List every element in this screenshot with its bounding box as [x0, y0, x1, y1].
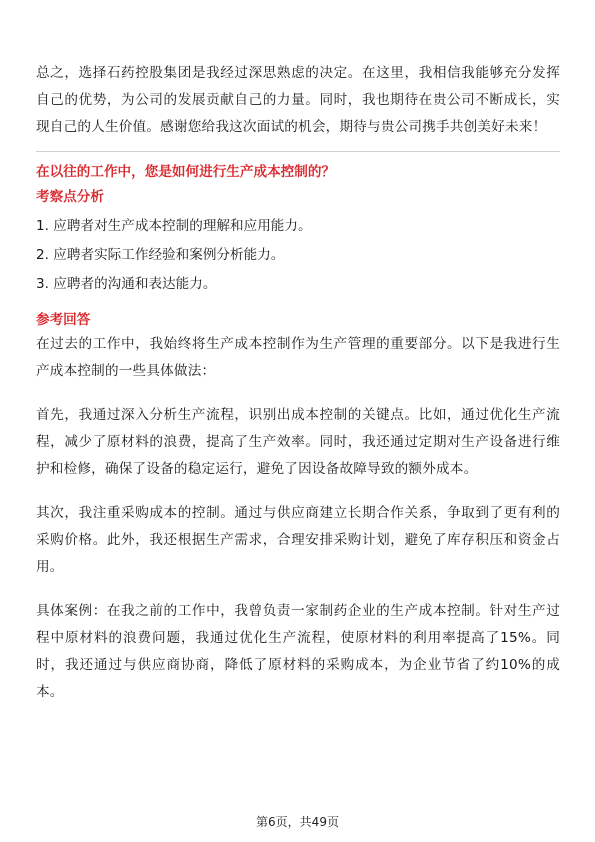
answer-paragraph: 在过去的工作中，我始终将生产成本控制作为生产管理的重要部分。以下是我进行生产成本控制的一些具体做法： — [36, 336, 560, 379]
analysis-points-list — [36, 212, 560, 299]
question-heading: 在以往的工作中，您是如何进行生产成本控制的？ — [36, 164, 336, 180]
paragraph-spacer — [36, 581, 560, 598]
answer-paragraph: 首先，我通过深入分析生产流程，识别出成本控制的关键点。比如，通过优化生产流程，减少了原材料的浪费，提高了生产效率。同时，我还通过定期对生产设备进行维护和检修，确保了设备的稳定运行，避免了因设备故障导致的额外成本。 — [36, 407, 560, 477]
analysis-title: 考察点分析 — [36, 189, 104, 205]
answer-title: 参考回答 — [36, 312, 91, 328]
section-divider — [36, 151, 560, 152]
analysis-point: 1. 应聘者对生产成本控制的理解和应用能力。 — [36, 218, 312, 234]
analysis-point: 3. 应聘者的沟通和表达能力。 — [36, 276, 217, 292]
paragraph-spacer — [36, 483, 560, 500]
intro-paragraph: 总之，选择石药控股集团是我经过深思熟虑的决定。在这里，我相信我能够充分发挥自己的优势，为公司的发展贡献自己的力量。同时，我也期待在贵公司不断成长，实现自己的人生价值。感谢您给我这次面试的机会，期待与贵公司携手共创美好未来！ — [36, 65, 560, 135]
answer-paragraph: 具体案例：在我之前的工作中，我曾负责一家制药企业的生产成本控制。针对生产过程中原材料的浪费问题，我通过优化生产流程，使原材料的利用率提高了15%。同时，我还通过与供应商协商，降低了原材料的采购成本，为企业节省了约10%的成本。 — [36, 603, 560, 700]
page-number-footer: 第6页，共49页 — [256, 815, 339, 829]
answer-paragraph: 其次，我注重采购成本的控制。通过与供应商建立长期合作关系，争取到了更有利的采购价格。此外，我还根据生产需求，合理安排采购计划，避免了库存积压和资金占用。 — [36, 505, 560, 575]
page-content — [36, 60, 560, 706]
analysis-point: 2. 应聘者实际工作经验和案例分析能力。 — [36, 247, 285, 263]
paragraph-spacer — [36, 385, 560, 402]
